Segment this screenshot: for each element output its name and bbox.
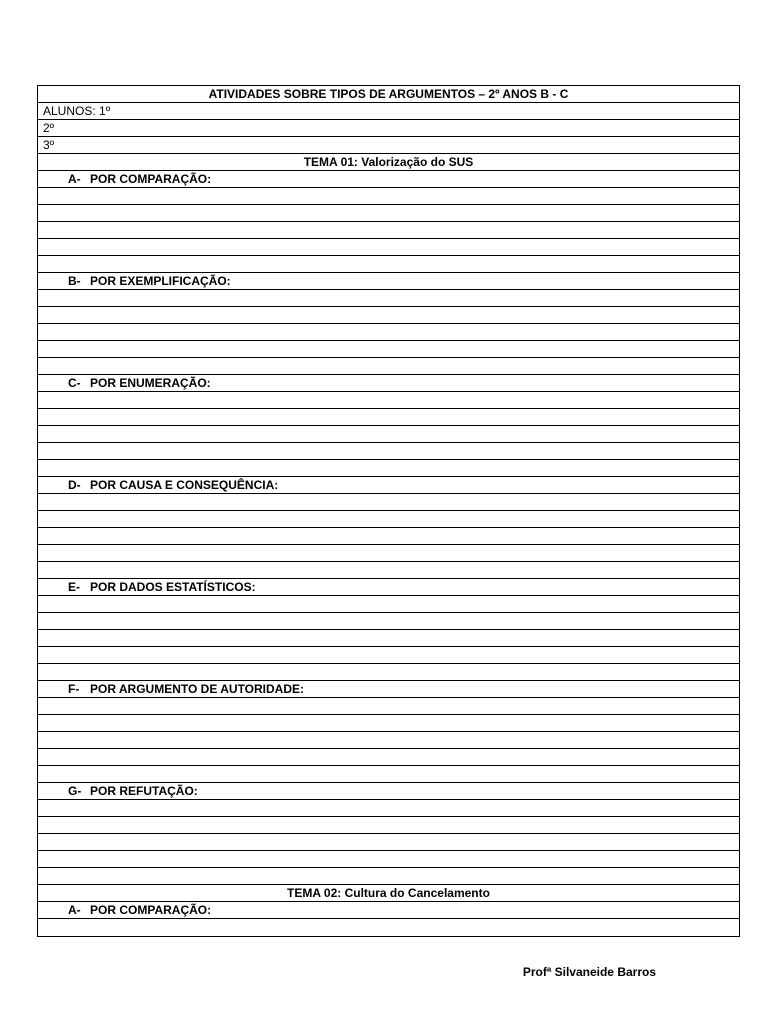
theme-1-section-b bbox=[38, 273, 739, 290]
answer-line bbox=[38, 766, 739, 783]
answer-line bbox=[38, 324, 739, 341]
answer-line bbox=[38, 511, 739, 528]
answer-line bbox=[38, 341, 739, 358]
section-label: POR ARGUMENTO DE AUTORIDADE: bbox=[90, 682, 305, 696]
section-label: POR EXEMPLIFICAÇÃO: bbox=[90, 274, 231, 288]
answer-line bbox=[38, 528, 739, 545]
answer-line bbox=[38, 290, 739, 307]
activity-table bbox=[37, 85, 740, 937]
answer-line bbox=[38, 494, 739, 511]
section-letter: C- bbox=[68, 376, 81, 390]
answer-line bbox=[38, 919, 739, 936]
answer-line bbox=[38, 460, 739, 477]
answer-line bbox=[38, 426, 739, 443]
document-title: ATIVIDADES SOBRE TIPOS DE ARGUMENTOS – 2º ANOS B - C bbox=[38, 86, 739, 103]
answer-line bbox=[38, 562, 739, 579]
section-letter: G- bbox=[68, 784, 82, 798]
theme-2-title: TEMA 02: Cultura do Cancelamento bbox=[38, 885, 739, 902]
section-letter: D- bbox=[68, 478, 81, 492]
theme-1-section-d bbox=[38, 477, 739, 494]
answer-line bbox=[38, 188, 739, 205]
section-label: POR COMPARAÇÃO: bbox=[90, 172, 212, 186]
answer-line bbox=[38, 851, 739, 868]
answer-line bbox=[38, 596, 739, 613]
theme-1-section-a bbox=[38, 171, 739, 188]
answer-line bbox=[38, 443, 739, 460]
answer-line bbox=[38, 817, 739, 834]
section-label: POR COMPARAÇÃO: bbox=[90, 903, 212, 917]
answer-line bbox=[38, 613, 739, 630]
answer-line bbox=[38, 732, 739, 749]
answer-line bbox=[38, 749, 739, 766]
students-line-2: 2º bbox=[38, 120, 739, 137]
section-letter: B- bbox=[68, 274, 81, 288]
answer-line bbox=[38, 630, 739, 647]
answer-line bbox=[38, 307, 739, 324]
students-line-3: 3º bbox=[38, 137, 739, 154]
answer-line bbox=[38, 392, 739, 409]
answer-line bbox=[38, 239, 739, 256]
section-label: POR CAUSA E CONSEQUÊNCIA: bbox=[90, 478, 279, 492]
answer-line bbox=[38, 715, 739, 732]
answer-line bbox=[38, 256, 739, 273]
answer-line bbox=[38, 358, 739, 375]
answer-line bbox=[38, 868, 739, 885]
students-line-1: ALUNOS: 1º bbox=[38, 103, 739, 120]
theme-1-title: TEMA 01: Valorização do SUS bbox=[38, 154, 739, 171]
answer-line bbox=[38, 647, 739, 664]
answer-line bbox=[38, 664, 739, 681]
answer-line bbox=[38, 545, 739, 562]
section-letter: E- bbox=[68, 580, 80, 594]
section-letter: A- bbox=[68, 903, 81, 917]
theme-1-section-c bbox=[38, 375, 739, 392]
section-label: POR ENUMERAÇÃO: bbox=[90, 376, 211, 390]
section-label: POR DADOS ESTATÍSTICOS: bbox=[90, 580, 256, 594]
answer-line bbox=[38, 205, 739, 222]
theme-2-section-a bbox=[38, 902, 739, 919]
answer-line bbox=[38, 409, 739, 426]
theme-1-section-e bbox=[38, 579, 739, 596]
answer-line bbox=[38, 222, 739, 239]
section-letter: A- bbox=[68, 172, 81, 186]
answer-line bbox=[38, 800, 739, 817]
section-label: POR REFUTAÇÃO: bbox=[90, 784, 198, 798]
answer-line bbox=[38, 698, 739, 715]
answer-line bbox=[38, 834, 739, 851]
section-letter: F- bbox=[68, 682, 80, 696]
theme-1-section-f bbox=[38, 681, 739, 698]
teacher-signature: Profª Silvaneide Barros bbox=[522, 965, 656, 979]
theme-1-section-g bbox=[38, 783, 739, 800]
